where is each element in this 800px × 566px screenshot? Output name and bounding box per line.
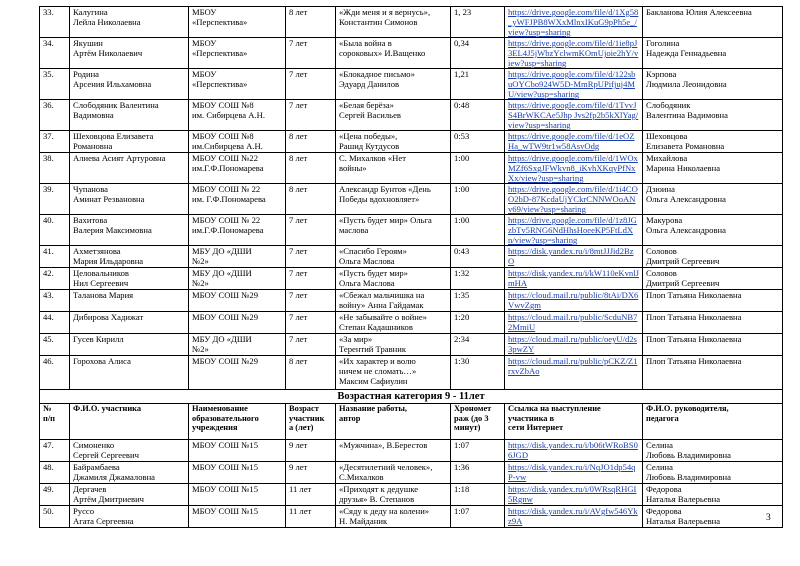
performance-link[interactable]: https://cloud.mail.ru/public/oeyU/d2s3pwZY [505,334,643,356]
header-teacher: Ф.И.О. руководителя, педагога [643,404,783,440]
work-title: «Мужчина», В.Берестов [336,440,451,462]
performance-link[interactable]: https://drive.google.com/file/d/1z8JGzbTv5RNG6NdHhsHoeeKP5FtLdXn/view?usp=sharing [505,215,643,246]
header-number: № п/п [40,404,70,440]
table-row [40,290,783,312]
table-row [40,312,783,334]
header-school: Наименование образовательного учреждения [189,404,286,440]
participant-age: 7 лет [286,215,336,246]
row-number: 41. [40,246,70,268]
row-number: 49. [40,484,70,506]
row-number: 48. [40,462,70,484]
row-number: 34. [40,38,70,69]
participant-name: Дергачев Артём Дмитриевич [70,484,189,506]
duration: 1:35 [451,290,505,312]
performance-link[interactable]: https://disk.yandex.ru/i/b06tWRoBS06JGD [505,440,643,462]
table-row [40,484,783,506]
participant-name: Горохова Алиса [70,356,189,390]
row-number: 36. [40,100,70,131]
school-name: МБОУ «Перспектива» [189,69,286,100]
duration: 1:30 [451,356,505,390]
category-title: Возрастная категория 9 - 11лет [40,390,783,404]
row-number: 38. [40,153,70,184]
duration: 2:34 [451,334,505,356]
school-name: МБОУ «Перспектива» [189,38,286,69]
header-time: Хрономет раж (до 3 минут) [451,404,505,440]
teacher-name: Плоп Татьяна Николаевна [643,334,783,356]
participant-name: Родина Арсения Ильхамовна [70,69,189,100]
school-name: МБОУ СОШ №15 [189,440,286,462]
participant-name: Калугина Лейла Николаевна [70,7,189,38]
table-row [40,246,783,268]
duration: 0:53 [451,131,505,153]
participant-name: Гусев Кирилл [70,334,189,356]
teacher-name: Гоголина Надежда Геннадьевна [643,38,783,69]
table-row [40,69,783,100]
table-row [40,38,783,69]
participant-name: Шеховцова Елизавета Романовна [70,131,189,153]
school-name: МБУ ДО «ДШИ №2» [189,246,286,268]
work-title: «Приходят к дедушке друзья» В. Степанов [336,484,451,506]
performance-link[interactable]: https://cloud.mail.ru/public/ScduNB72MmiU [505,312,643,334]
work-title: «Сяду к деду на колени» Н. Майданик [336,506,451,528]
teacher-name: Дзюина Ольга Александровна [643,184,783,215]
work-title: «Десятилетний человек», С.Михалков [336,462,451,484]
performance-link[interactable]: https://disk.yandex.ru/i/0WRsqRHGI5Rgnw [505,484,643,506]
table-row [40,462,783,484]
performance-link[interactable]: https://drive.google.com/file/d/1i4COO2bD-87KcdaUjYCkrCNNWOoANv69/view?usp=sharing [505,184,643,215]
teacher-name: Соловов Дмитрий Сергеевич [643,246,783,268]
participant-name: Ахметзянова Мария Ильдаровна [70,246,189,268]
header-age: Возраст участник а (лет) [286,404,336,440]
teacher-name: Селина Любовь Владимировна [643,462,783,484]
participant-name: Якушин Артём Николаевич [70,38,189,69]
table-row [40,356,783,390]
participant-age: 7 лет [286,100,336,131]
duration: 1:00 [451,184,505,215]
participant-age: 9 лет [286,462,336,484]
row-number: 43. [40,290,70,312]
performance-link[interactable]: https://disk.yandex.ru/i/AVgfw546Ykz9A [505,506,643,528]
work-title: «Жди меня и я вернусь», Константин Симонов [336,7,451,38]
row-number: 45. [40,334,70,356]
table-row [40,100,783,131]
performance-link[interactable]: https://drive.google.com/file/d/122sbuOYCbo924W5D-MmRpUPifjuj4MU/view?usp=sharing [505,69,643,100]
work-title: «Была война в сороковых» И.Ващенко [336,38,451,69]
table-row [40,215,783,246]
performance-link[interactable]: https://drive.google.com/file/d/1ie8pJ3EL4J5jWbzYclwmKOmUjoie2hY/view?usp=sharing [505,38,643,69]
school-name: МБОУ СОШ №15 [189,506,286,528]
participant-age: 7 лет [286,246,336,268]
header-link: Ссылка на выступление участника в сети Интернет [505,404,643,440]
school-name: МБОУ СОШ №15 [189,484,286,506]
duration: 0:43 [451,246,505,268]
school-name: МБОУ СОШ №8 им.Сибирцева А.Н. [189,131,286,153]
participant-age: 8 лет [286,184,336,215]
work-title: Александр Бунтов «День Победы вдохновляет» [336,184,451,215]
work-title: «Сбежал мальчишка на войну» Анна Гайдамак [336,290,451,312]
participant-age: 8 лет [286,7,336,38]
teacher-name: Плоп Татьяна Николаевна [643,356,783,390]
row-number: 47. [40,440,70,462]
teacher-name: Слободяник Валентина Вадимовна [643,100,783,131]
school-name: МБОУ СОШ № 22 им. Г.Ф.Пономарева [189,184,286,215]
table-row [40,506,783,528]
row-number: 44. [40,312,70,334]
school-name: МБОУ СОШ №29 [189,312,286,334]
teacher-name: Селина Любовь Владимировна [643,440,783,462]
participant-name: Алиева Асият Артуровна [70,153,189,184]
participant-name: Чупанова Аминат Резвановна [70,184,189,215]
table-row [40,268,783,290]
participant-age: 9 лет [286,440,336,462]
participant-age: 7 лет [286,312,336,334]
work-title: «Пусть будет мир» Ольга маслова [336,215,451,246]
teacher-name: Михайлова Марина Николаевна [643,153,783,184]
table-row [40,184,783,215]
duration: 1:07 [451,440,505,462]
participant-age: 8 лет [286,153,336,184]
participant-name: Таланова Мария [70,290,189,312]
teacher-name: Соловов Дмитрий Сергеевич [643,268,783,290]
teacher-name: Плоп Татьяна Николаевна [643,290,783,312]
row-number: 46. [40,356,70,390]
work-title: «Не забывайте о войне» Степан Кадашников [336,312,451,334]
row-number: 40. [40,215,70,246]
duration: 1:32 [451,268,505,290]
teacher-name: Плоп Татьяна Николаевна [643,312,783,334]
participant-age: 11 лет [286,506,336,528]
work-title: «Цена победы», Рашид Кутдусов [336,131,451,153]
performance-link[interactable]: https://drive.google.com/file/d/1Xg58_yWFJPB8WXxMlnxIKuG9pPh5e_/view?usp=sharing [505,7,643,38]
row-number: 33. [40,7,70,38]
table-row [40,131,783,153]
duration: 1, 23 [451,7,505,38]
duration: 0:48 [451,100,505,131]
performance-link[interactable]: https://disk.yandex.ru/i/NqJO1dp54qP-vw [505,462,643,484]
duration: 1:07 [451,506,505,528]
teacher-name: Шеховцова Елизавета Романовна [643,131,783,153]
table-row [40,334,783,356]
header-work: Название работы, автор [336,404,451,440]
participant-name: Целовальников Нил Сергеевич [70,268,189,290]
school-name: МБОУ «Перспектива» [189,7,286,38]
participants-table [39,6,783,528]
duration: 1:36 [451,462,505,484]
table-row [40,7,783,38]
participant-age: 7 лет [286,334,336,356]
performance-link[interactable]: https://disk.yandex.ru/i/kW110eKvnlJmHA [505,268,643,290]
teacher-name: Кэрпова Людмила Леонидовна [643,69,783,100]
header-row [40,404,783,440]
school-name: МБОУ СОШ №15 [189,462,286,484]
participant-name: Байрамбаева Джамиля Джамаловна [70,462,189,484]
header-name: Ф.И.О. участника [70,404,189,440]
work-title: «Их характер и волю ничем не сломать…» Максим Сафиулин [336,356,451,390]
school-name: МБУ ДО «ДШИ №2» [189,268,286,290]
table-row [40,153,783,184]
participant-age: 7 лет [286,38,336,69]
teacher-name: Федорова Наталья Валерьевна [643,506,783,528]
participant-age: 7 лет [286,290,336,312]
work-title: С. Михалков «Нет войны» [336,153,451,184]
duration: 1:20 [451,312,505,334]
participant-name: Вахитова Валерия Максимовна [70,215,189,246]
work-title: «За мир» Терентий Травник [336,334,451,356]
performance-link[interactable]: https://cloud.mail.ru/public/pCKZ/Z1rxvZbAo [505,356,643,390]
participant-age: 8 лет [286,356,336,390]
participant-age: 7 лет [286,69,336,100]
participant-name: Симоненко Сергей Сергеевич [70,440,189,462]
row-number: 37. [40,131,70,153]
performance-link[interactable]: https://drive.google.com/file/d/1eOZHa_wTW9tr1w58AsvOdg [505,131,643,153]
duration: 0,34 [451,38,505,69]
school-name: МБОУ СОШ №22 им.Г.Ф.Пономарева [189,153,286,184]
performance-link[interactable]: https://disk.yandex.ru/i/8mtJJJid2BzO [505,246,643,268]
school-name: МБОУ СОШ №29 [189,290,286,312]
participant-name: Руссо Агата Сергеевна [70,506,189,528]
participant-age: 7 лет [286,268,336,290]
work-title: «Спасибо Героям» Ольга Маслова [336,246,451,268]
performance-link[interactable]: https://drive.google.com/file/d/1TvvJS4BrWKCAe5Jhp Jvs2fp2b5kXlYag/view?usp=sharing [505,100,643,131]
performance-link[interactable]: https://drive.google.com/file/d/1WOxMZf6SxgJFWkvn8_iKvhXKqyPfNxXx/view?usp=sharing [505,153,643,184]
work-title: «Белая берёза» Сергей Васильев [336,100,451,131]
participant-name: Слободяник Валентина Вадимовна [70,100,189,131]
school-name: МБОУ СОШ №29 [189,356,286,390]
work-title: «Блокадное письмо» Эдуард Данилов [336,69,451,100]
work-title: «Пусть будет мир» Ольга Маслова [336,268,451,290]
row-number: 39. [40,184,70,215]
duration: 1:00 [451,153,505,184]
duration: 1:18 [451,484,505,506]
school-name: МБОУ СОШ № 22 им.Г.Ф.Пономарева [189,215,286,246]
performance-link[interactable]: https://cloud.mail.ru/public/8tAi/DX6VwvZgm [505,290,643,312]
school-name: МБОУ СОШ №8 им. Сибирцева А.Н. [189,100,286,131]
teacher-name: Макурова Ольга Александровна [643,215,783,246]
category-row [40,390,783,404]
duration: 1,21 [451,69,505,100]
row-number: 35. [40,69,70,100]
row-number: 42. [40,268,70,290]
row-number: 50. [40,506,70,528]
school-name: МБУ ДО «ДШИ №2» [189,334,286,356]
participant-age: 8 лет [286,131,336,153]
teacher-name: Федорова Наталья Валерьевна [643,484,783,506]
participant-name: Дибирова Хадижат [70,312,189,334]
duration: 1:00 [451,215,505,246]
participant-age: 11 лет [286,484,336,506]
table-row [40,440,783,462]
teacher-name: Бакланова Юлия Алексеевна [643,7,783,38]
page-number: 3 [766,513,771,523]
